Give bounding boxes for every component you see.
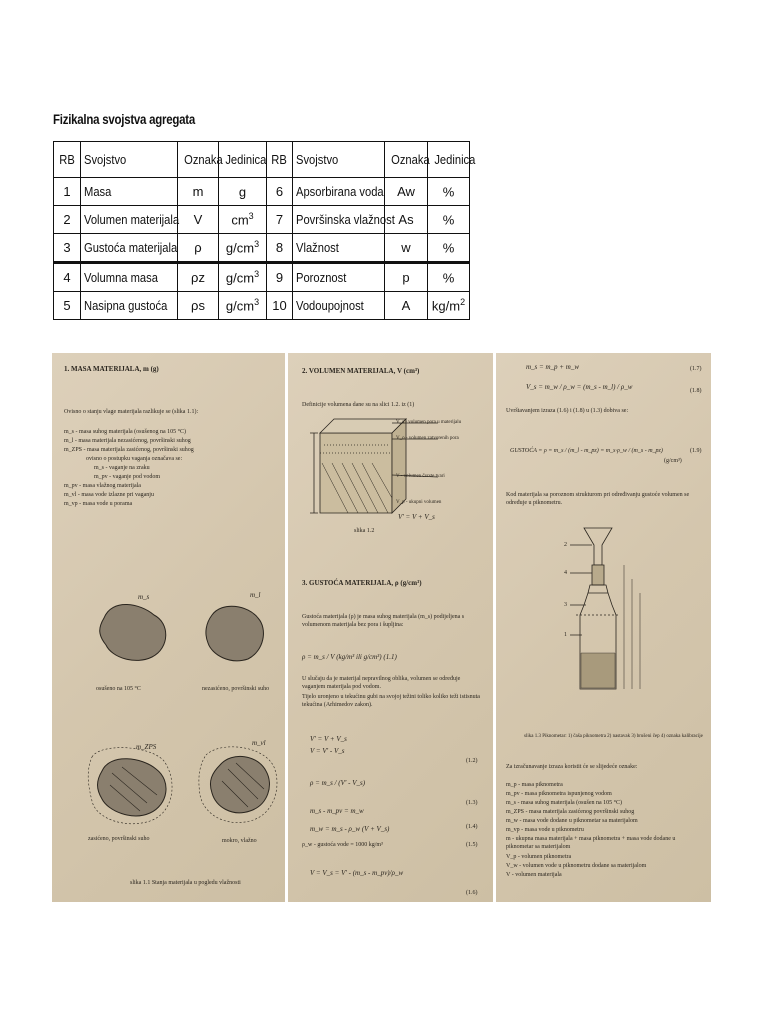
header-jedinica: Jedinica bbox=[219, 142, 267, 178]
scan1-label-ml: m_l bbox=[250, 591, 261, 599]
unit-cell: $g/cm^3$ bbox=[219, 234, 267, 263]
symbol-cell: ρz bbox=[178, 263, 219, 292]
rb-cell: 2 bbox=[54, 206, 81, 234]
property-cell: Volumna masa bbox=[81, 263, 178, 292]
symbol-cell: ρs bbox=[178, 292, 219, 320]
scan2-eq-main: ρ = m_s / V (kg/m³ ili g/cm³) (1.1) bbox=[302, 653, 397, 661]
scan2-eq-number: (1.5) bbox=[466, 842, 478, 848]
unit-cell: $g/cm^3$ bbox=[219, 292, 267, 320]
scan3-text: Za izračunavanje izraza koristit će se slijedeće oznake: bbox=[506, 764, 638, 770]
scan1-caption: zasićeno, površinski suho bbox=[88, 836, 150, 842]
scan3-legend-line: m_ZPS - masa materijala zasićenog površinski suhog bbox=[506, 809, 635, 815]
header-oznaka-2: Oznaka bbox=[385, 142, 428, 178]
table-row bbox=[54, 206, 470, 234]
scan2-callout: V - volumen čvrste tvari bbox=[396, 474, 445, 479]
scan2-eq: m_w = m_s - ρ_w (V + V_s) bbox=[310, 825, 390, 833]
aggregate-dry-stone bbox=[100, 604, 166, 660]
document-title: Fizikalna svojstva agregata bbox=[53, 111, 196, 127]
scan2-eq: V = V' - V_s bbox=[310, 747, 345, 755]
scan1-legend-line: m_l - masa materijala nezasićenog, površinski suhog bbox=[64, 438, 191, 444]
property-cell: Masa bbox=[81, 178, 178, 206]
scan3-eq: m_s = m_p + m_w bbox=[526, 363, 580, 371]
table-header-row bbox=[54, 142, 470, 178]
unit-cell: % bbox=[428, 234, 470, 263]
symbol-cell: A bbox=[385, 292, 428, 320]
scan3-legend-line: m_vp - masa vode u piknometru bbox=[506, 827, 584, 833]
scan3-fig-label: 3 bbox=[564, 602, 567, 608]
scan2-eq-number: (1.3) bbox=[466, 800, 478, 806]
scan2-eq: ρ = m_s / (V' - V_s) bbox=[310, 779, 366, 787]
header-oznaka: Oznaka bbox=[178, 142, 219, 178]
property-cell: Površinska vlažnost bbox=[293, 206, 385, 234]
scan3-legend-line: m - ukupna masa materijala + masa piknometra + masa vode dodane u piknometar sa materijalom bbox=[506, 836, 676, 850]
scan3-figure-caption: slika 1.3 Piknometar: 1) čaša piknometra 2) nastavak 3) brušeni čep 4) oznaka kalibracije bbox=[524, 734, 703, 739]
scan3-text: Uvrštavanjem izraza (1.6) i (1.8) u (1.3) dobiva se: bbox=[506, 408, 629, 414]
scan3-legend-line: m_w - masa vode dodane u piknometar sa materijalom bbox=[506, 818, 638, 824]
scan3-fig-label: 2 bbox=[564, 542, 567, 548]
rb-cell: 9 bbox=[267, 263, 293, 292]
symbol-cell: ρ bbox=[178, 234, 219, 263]
scan2-heading: 2. VOLUMEN MATERIJALA, V (cm³) bbox=[302, 367, 420, 375]
property-cell: Apsorbirana voda bbox=[293, 178, 385, 206]
scan1-legend-line: ovisno o postupku vaganja označava se: bbox=[86, 456, 183, 462]
scan2-callout: V_o - volumen zatvorenih pora bbox=[396, 436, 459, 441]
rb-cell: 1 bbox=[54, 178, 81, 206]
unit-cell: % bbox=[428, 178, 470, 206]
unit-cell: g bbox=[219, 178, 267, 206]
property-cell: Gustoća materijala bbox=[81, 234, 178, 263]
scan2-figure-caption: slika 1.2 bbox=[354, 528, 375, 534]
scan2-callout: V_s - volumen pora u materijalu bbox=[396, 420, 462, 425]
rb-cell: 7 bbox=[267, 206, 293, 234]
scan1-caption: mokro, vlažno bbox=[222, 838, 257, 844]
scan2-eq: ρ_w - gustoća vode = 1000 kg/m³ bbox=[302, 842, 383, 848]
scan3-eq-number: (1.7) bbox=[690, 366, 702, 372]
scan1-heading: 1. MASA MATERIJALA, m (g) bbox=[64, 365, 159, 373]
scan2-eq: V' = V + V_s bbox=[398, 513, 435, 521]
scan2-eq: m_s - m_pv = m_w bbox=[310, 807, 364, 815]
scanned-page-piknometar bbox=[496, 353, 711, 902]
scan1-legend-line: m_s - vaganje na zraku bbox=[94, 465, 150, 471]
rb-cell: 4 bbox=[54, 263, 81, 292]
scan2-paragraph: Gustoća materijala (ρ) je masa suhog materijala (m_s) podijeljena s volumenom materijala bez pora i šupljina: bbox=[302, 614, 465, 628]
scan3-eq: V_s = m_w / ρ_w = (m_s - m_l) / ρ_w bbox=[526, 383, 633, 391]
property-cell: Nasipna gustoća bbox=[81, 292, 178, 320]
rb-cell: 3 bbox=[54, 234, 81, 263]
scan2-eq-number: (1.2) bbox=[466, 758, 478, 764]
table-row bbox=[54, 292, 470, 320]
scan1-legend-line: m_vl - masa vode izlazne pri vaganju bbox=[64, 492, 154, 498]
scan1-label-mvl: m_vl bbox=[252, 739, 266, 747]
scan1-legend-line: m_vp - masa vode u porama bbox=[64, 501, 133, 507]
scan2-eq: V' = V + V_s bbox=[310, 735, 347, 743]
property-cell: Volumen materijala bbox=[81, 206, 178, 234]
symbol-cell: p bbox=[385, 263, 428, 292]
scan3-eq-number: (1.8) bbox=[690, 388, 702, 394]
scan1-legend-line: m_pv - vaganje pod vodom bbox=[94, 474, 160, 480]
scan3-legend-line: m_pv - masa piknometra ispunjenog vodom bbox=[506, 791, 612, 797]
scan3-legend-line: V - volumen materijala bbox=[506, 872, 562, 878]
scan1-label-ms: m_s bbox=[138, 593, 150, 601]
scan1-caption: osušeno na 105 °C bbox=[96, 686, 141, 692]
aggregate-wet-stone bbox=[210, 756, 269, 812]
scan1-legend-line: m_s - masa suhog materijala (osušenog na 105 °C) bbox=[64, 429, 187, 435]
scan3-legend-line: m_p - masa piknometra bbox=[506, 782, 563, 788]
scan1-figure-caption: slika 1.1 Stanja materijala u pogledu vlažnosti bbox=[130, 880, 241, 886]
table-row bbox=[54, 178, 470, 206]
pycnometer-drawing bbox=[570, 528, 640, 689]
scan1-intro: Ovisno o stanju vlage materijala razlikuje se (slika 1.1): bbox=[64, 409, 199, 415]
unit-cell: $g/cm^3$ bbox=[219, 263, 267, 292]
rb-cell: 6 bbox=[267, 178, 293, 206]
scan2-intro: Definicije volumena dane su na slici 1.2. iz (1) bbox=[302, 402, 415, 408]
scan3-fig-label: 4 bbox=[564, 570, 567, 576]
table-row bbox=[54, 263, 470, 292]
symbol-cell: V bbox=[178, 206, 219, 234]
header-rb-2: RB bbox=[267, 142, 293, 178]
scan2-eq-number: (1.4) bbox=[466, 824, 478, 830]
header-rb: RB bbox=[54, 142, 81, 178]
rb-cell: 5 bbox=[54, 292, 81, 320]
scan3-fig-label: 1 bbox=[564, 632, 567, 638]
unit-cell: % bbox=[428, 206, 470, 234]
scan3-text: Kod materijala sa poroznom strukturom pri određivanju gustoće volumen se određuje u piknometru. bbox=[506, 492, 690, 506]
scan1-legend-line: m_ZPS - masa materijala zasićenog, površinski suhog bbox=[64, 447, 194, 453]
scan3-eq-density: GUSTOĆA = ρ = m_s / (m_l - m_pz) = m_s·ρ_w / (m_s - m_pz) bbox=[510, 448, 663, 454]
unit-cell: $cm^3$ bbox=[219, 206, 267, 234]
scan3-eq-number: (1.9) bbox=[690, 448, 702, 454]
symbol-cell: m bbox=[178, 178, 219, 206]
property-cell: Vodoupojnost bbox=[293, 292, 385, 320]
property-cell: Vlažnost bbox=[293, 234, 385, 263]
rb-cell: 8 bbox=[267, 234, 293, 263]
symbol-cell: w bbox=[385, 234, 428, 263]
aggregate-unsaturated-stone bbox=[206, 606, 264, 661]
scan2-eq: V = V_s = V' - (m_s - m_pv)/ρ_w bbox=[310, 869, 404, 877]
symbol-cell: As bbox=[385, 206, 428, 234]
scan1-legend-line: m_pv - masa vlažnog materijala bbox=[64, 483, 141, 489]
scan3-eq-unit: (g/cm³) bbox=[664, 458, 682, 464]
header-svojstvo-2: Svojstvo bbox=[293, 142, 385, 178]
table-row bbox=[54, 234, 470, 263]
scan2-paragraph: U slučaju da je materijal nepravilnog oblika, volumen se određuje vaganjem materijala pod vodom. bbox=[302, 676, 461, 690]
scan1-label-mzps: m_ZPS bbox=[136, 743, 157, 751]
scan3-legend-line: V_w - volumen vode u piknometru dodane sa materijalom bbox=[506, 863, 647, 869]
scan3-legend-line: m_s - masa suhog materijala (osušen na 105 °C) bbox=[506, 800, 623, 806]
symbol-cell: Aw bbox=[385, 178, 428, 206]
unit-cell: $kg/m^2$ bbox=[428, 292, 470, 320]
scanned-page-volumen-gustoca bbox=[288, 353, 493, 902]
rb-cell: 10 bbox=[267, 292, 293, 320]
aggregate-saturated-stone bbox=[98, 759, 167, 816]
scanned-page-masa bbox=[52, 353, 285, 902]
scan2-eq-number: (1.6) bbox=[466, 890, 478, 896]
properties-table bbox=[53, 141, 476, 320]
scan2-paragraph: Tijelo uronjeno u tekućinu gubi na svojoj težini toliko koliko teži istisnuta tekućina (Arhimedov zakon). bbox=[302, 694, 480, 708]
property-cell: Poroznost bbox=[293, 263, 385, 292]
scan1-caption: nezasićeno, površinski suho bbox=[202, 686, 270, 692]
scan3-legend-line: V_p - volumen piknometra bbox=[506, 854, 572, 860]
unit-cell: % bbox=[428, 263, 470, 292]
header-jedinica-2: Jedinica bbox=[428, 142, 470, 178]
header-svojstvo: Svojstvo bbox=[81, 142, 178, 178]
scan2-callout: V_p - ukupni volumen bbox=[396, 500, 442, 505]
scan2-heading-2: 3. GUSTOĆA MATERIJALA, ρ (g/cm³) bbox=[302, 579, 422, 587]
